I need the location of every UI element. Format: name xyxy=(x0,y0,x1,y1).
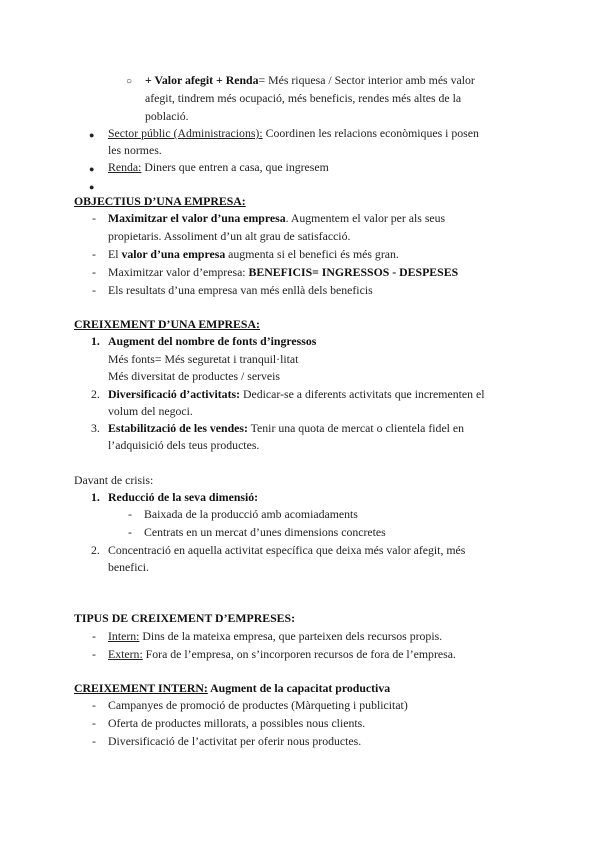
objectiu-2-bold: valor d’una empresa xyxy=(121,247,226,261)
circle-bullet-icon: ○ xyxy=(126,76,133,87)
tipus-intern-label: Intern: xyxy=(108,629,140,643)
crisis-item-2: Concentració en aquella activitat específica que deixa més valor afegit, més xyxy=(108,543,466,557)
objectius-heading: OBJECTIUS D’UNA EMPRESA: xyxy=(74,194,246,208)
intern-subheading: Augment de la capacitat productiva xyxy=(207,681,391,695)
creixement-item-3-line2: l’adquisició dels teus productes. xyxy=(108,438,260,452)
creixement-2-bold: Diversificació d’activitats: xyxy=(108,387,241,401)
crisis-sub-1: Baixada de la producció amb acomiadaments xyxy=(144,507,358,521)
dash-bullet: - xyxy=(92,629,96,643)
valor-afegit-line xyxy=(145,72,475,90)
list-number: 2. xyxy=(91,387,100,401)
intern-heading-line xyxy=(74,680,390,698)
creixement-item-2-line2: volum del negoci. xyxy=(108,404,193,418)
tipus-extern-text: Fora de l’empresa, on s’incorporen recursos de fora de l’empresa. xyxy=(142,647,456,661)
objectiu-2-text: augmenta si el benefici és més gran. xyxy=(225,247,399,261)
dash-bullet: - xyxy=(92,647,96,661)
valor-afegit-label: + Valor afegit + Renda xyxy=(145,73,259,87)
list-number: 1. xyxy=(91,334,100,348)
dash-bullet: - xyxy=(92,247,96,261)
dash-bullet: - xyxy=(128,525,132,539)
objectiu-1-bold: Maximitzar el valor d’una empresa xyxy=(108,211,286,225)
empty-bullet-icon: ● xyxy=(89,182,95,192)
intern-item-2: Oferta de productes millorats, a possibles nous clients. xyxy=(108,716,366,730)
intern-item-3: Diversificació de l’activitat per oferir nous productes. xyxy=(108,734,362,748)
renda-line xyxy=(108,159,329,177)
dash-bullet: - xyxy=(128,507,132,521)
dash-bullet: - xyxy=(92,734,96,748)
dash-bullet: - xyxy=(92,283,96,297)
objectiu-1-text: . Augmentem el valor per als seus xyxy=(285,211,446,225)
objectiu-item-1-line2: propietaris. Assoliment d’un alt grau de satisfacció. xyxy=(108,229,351,243)
creixement-2-text: Dedicar-se a diferents activitats que incrementen el xyxy=(240,387,485,401)
valor-afegit-line3: població. xyxy=(145,109,189,123)
objectiu-3-pre: Maximitzar valor d’empresa: xyxy=(108,265,249,279)
objectiu-item-2 xyxy=(108,246,399,264)
renda-text: Diners que entren a casa, que ingresem xyxy=(141,160,329,174)
objectiu-item-3 xyxy=(108,264,458,282)
creixement-item-3 xyxy=(108,420,464,438)
creixement-item-1-line3: Més diversitat de productes / serveis xyxy=(108,369,280,383)
intern-heading: CREIXEMENT INTERN: xyxy=(74,681,208,695)
creixement-3-bold: Estabilització de les vendes: xyxy=(108,421,248,435)
tipus-extern xyxy=(108,646,456,664)
dash-bullet: - xyxy=(92,265,96,279)
sector-public-line2: les normes. xyxy=(108,143,162,157)
crisis-intro: Davant de crisis: xyxy=(74,473,154,487)
objectiu-item-1 xyxy=(108,210,445,228)
creixement-item-1-line2: Més fonts= Més seguretat i tranquil·litat xyxy=(108,352,299,366)
sector-public-text: Coordinen les relacions econòmiques i posen xyxy=(262,126,479,140)
bullet-icon: ● xyxy=(89,164,95,174)
list-number: 2. xyxy=(91,543,100,557)
creixement-3-text: Tenir una quota de mercat o clientela fidel en xyxy=(247,421,465,435)
list-number: 3. xyxy=(91,421,100,435)
objectiu-3-bold: BENEFICIS= INGRESSOS - DESPESES xyxy=(248,265,459,279)
tipus-intern-text: Dins de la mateixa empresa, que parteixen dels recursos propis. xyxy=(139,629,443,643)
dash-bullet: - xyxy=(92,698,96,712)
tipus-intern xyxy=(108,628,442,646)
valor-afegit-text: = Més riquesa / Sector interior amb més valor xyxy=(258,73,475,87)
creixement-item-1: Augment del nombre de fonts d’ingressos xyxy=(108,334,317,348)
tipus-extern-label: Extern: xyxy=(108,647,143,661)
crisis-item-1: Reducció de la seva dimensió: xyxy=(108,490,259,504)
creixement-item-2 xyxy=(108,386,484,404)
valor-afegit-line2: afegit, tindrem més ocupació, més beneficis, rendes més altes de la xyxy=(145,91,462,105)
intern-item-1: Campanyes de promoció de productes (Màrqueting i publicitat) xyxy=(108,698,408,712)
tipus-heading: TIPUS DE CREIXEMENT D’EMPRESES: xyxy=(74,611,296,625)
crisis-sub-2: Centrats en un mercat d’unes dimensions concretes xyxy=(144,525,386,539)
sector-public-line xyxy=(108,125,479,143)
crisis-item-2-line2: benefici. xyxy=(108,560,149,574)
creixement-heading: CREIXEMENT D’UNA EMPRESA: xyxy=(74,317,260,331)
renda-label: Renda: xyxy=(108,160,142,174)
objectiu-2-pre: El xyxy=(108,247,122,261)
bullet-icon: ● xyxy=(89,130,95,140)
objectiu-item-4: Els resultats d’una empresa van més enllà dels beneficis xyxy=(108,283,373,297)
sector-public-label: Sector públic (Administracions): xyxy=(108,126,263,140)
list-number: 1. xyxy=(91,490,100,504)
dash-bullet: - xyxy=(92,211,96,225)
dash-bullet: - xyxy=(92,716,96,730)
